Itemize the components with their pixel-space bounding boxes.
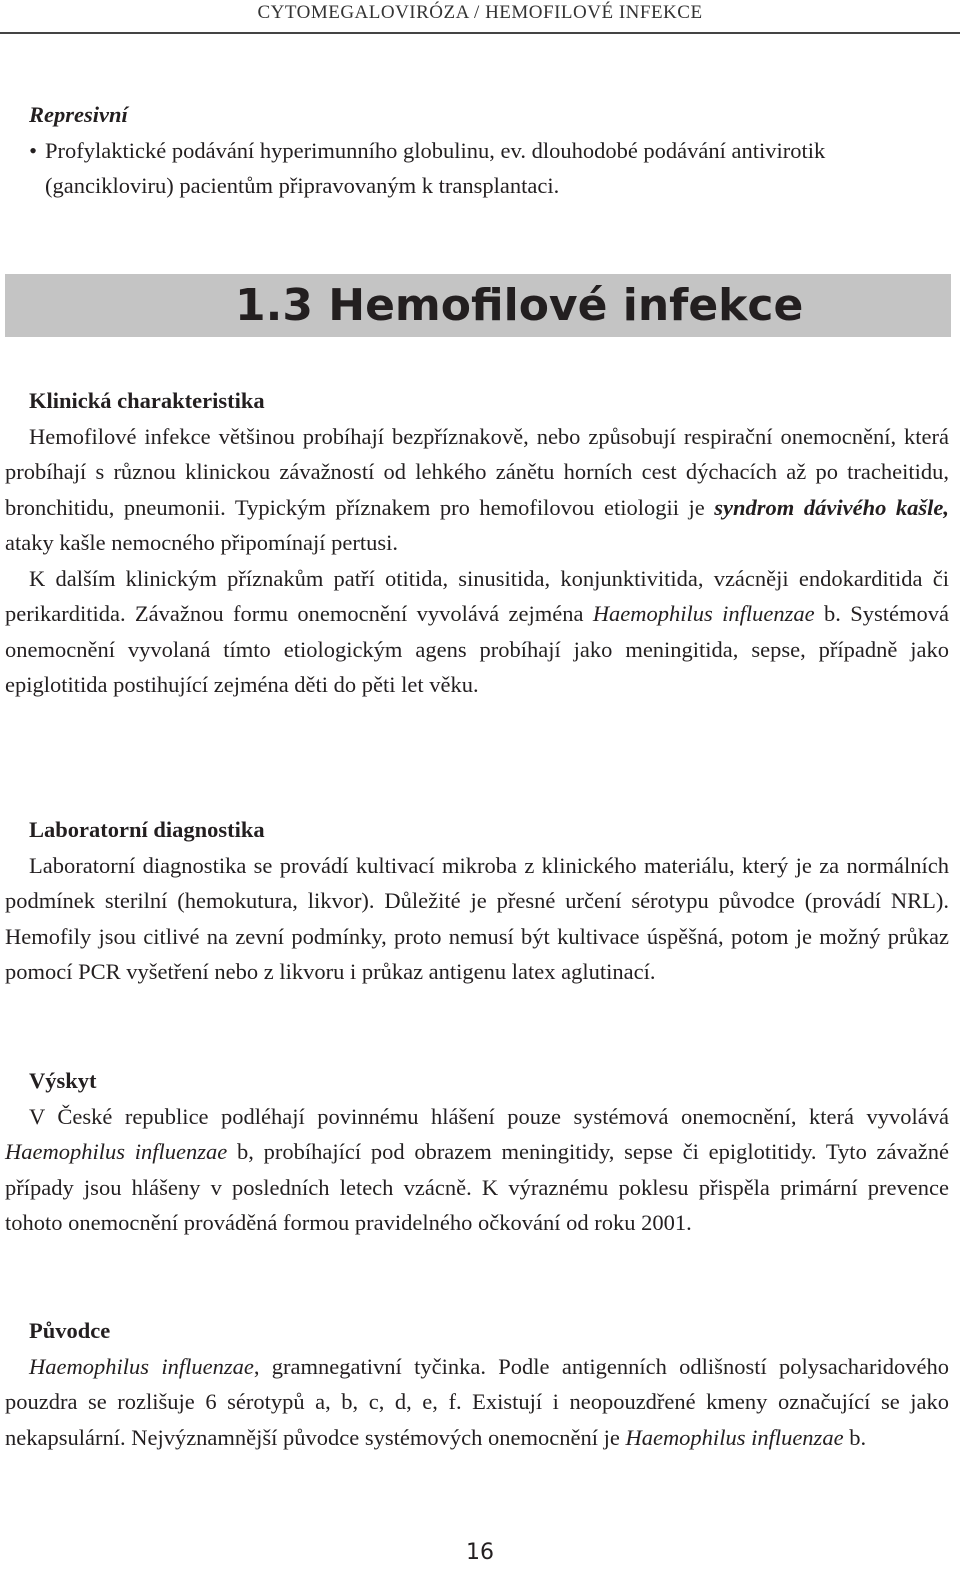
section-vyskyt: [5, 1063, 949, 1241]
page-number: 16: [466, 1540, 494, 1565]
species-name: Haemophilus influenzae: [5, 1139, 228, 1164]
heading-puvodce: Původce: [29, 1318, 111, 1343]
text-run: V České republice podléhají povinnému hlášení pouze systémová onemocnění, která vyvolává: [29, 1103, 949, 1129]
paragraph-klinicka-1: [5, 419, 949, 561]
section-puvodce: [5, 1313, 949, 1455]
paragraph-klinicka-2: [5, 561, 949, 703]
species-name: Haemophilus influenzae: [625, 1424, 844, 1450]
heading-klinicka-charakteristika: Klinická charakteristika: [29, 388, 265, 413]
chapter-title: 1.3 Hemofilové infekce: [235, 280, 804, 331]
list-item: [5, 133, 949, 204]
section-laboratorni-diagnostika: [5, 812, 949, 990]
section-klinicka-charakteristika: [5, 383, 949, 703]
paragraph-puvodce: [5, 1349, 949, 1456]
text-run: , gramnegativní tyčinka. Podle antigenních odlišností polysacharidového pouzdra se rozlišuje 6 sérotypů a, b, c, d, e, f. Existují i neopouzdřené kmeny označující se jako nekapsulární. Nejvýznamnější původce systémových onemocnění je: [5, 1353, 949, 1450]
text-run: K dalším klinickým příznakům patří otitida, sinusitida, konjunktivitida, vzácněji endokarditida či perikarditida. Závažnou formu onemocnění vyvolává zejména: [5, 565, 949, 626]
paragraph-vyskyt: [5, 1099, 949, 1241]
emphasis-syndrom: syndrom dávivého kašle,: [714, 494, 950, 520]
text-run: b. Systémová onemocnění vyvolaná tímto etiologickým agens probíhají jako meningitida, sepse, případně jako epiglotitida postihující zejména děti do pěti let věku.: [5, 601, 949, 697]
bullet-icon: •: [29, 137, 37, 163]
text-run: b.: [843, 1424, 867, 1450]
bullet-text: Profylaktické podávání hyperimunního globulinu, ev. dlouhodobé podávání antivirotik (gancikloviru) pacientům připravovaným k transplantaci.: [45, 137, 826, 198]
text-run: b, probíhající pod obrazem meningitidy, sepse či epiglotitidy. Tyto závažné případy jsou hlášeny v posledních letech vzácně. K výraznému poklesu přispěla primární prevence tohoto onemocnění prováděná formou pravidelného očkování od roku 2001.: [5, 1139, 949, 1235]
section-represivni: [5, 97, 949, 204]
species-name: Haemophilus influenzae: [29, 1353, 254, 1379]
heading-vyskyt: Výskyt: [29, 1068, 97, 1093]
heading-represivni: Represivní: [29, 102, 128, 127]
running-head: CYTOMEGALOVIRÓZA / HEMOFILOVÉ INFEKCE: [0, 0, 960, 34]
chapter-heading-bar: [5, 274, 951, 337]
heading-laboratorni-diagnostika: Laboratorní diagnostika: [29, 817, 265, 842]
paragraph-laboratorni: Laboratorní diagnostika se provádí kultivací mikroba z klinického materiálu, který je za normálních podmínek sterilní (hemokutura, likvor). Důležité je přesné určení sérotypu původce (provádí NRL). Hemofily jsou citlivé na zevní podmínky, proto nemusí být kultivace úspěšná, potom je možný průkaz pomocí PCR vyšetření nebo z likvoru i průkaz antigenu latex aglutinací.: [5, 852, 949, 984]
text-run: Hemofilové infekce většinou probíhají bezpříznakově, nebo způsobují respirační onemocnění, která probíhají s různou klinickou závažností od lehkého zánětu horních cest dýchacích až po tracheitidu, bronchitidu, pneumonii. Typickým příznakem pro hemofilovou etiologii je: [5, 423, 949, 520]
text-run: ataky kašle nemocného připomínají pertusi.: [5, 530, 399, 555]
species-name: Haemophilus influenzae: [592, 601, 815, 626]
